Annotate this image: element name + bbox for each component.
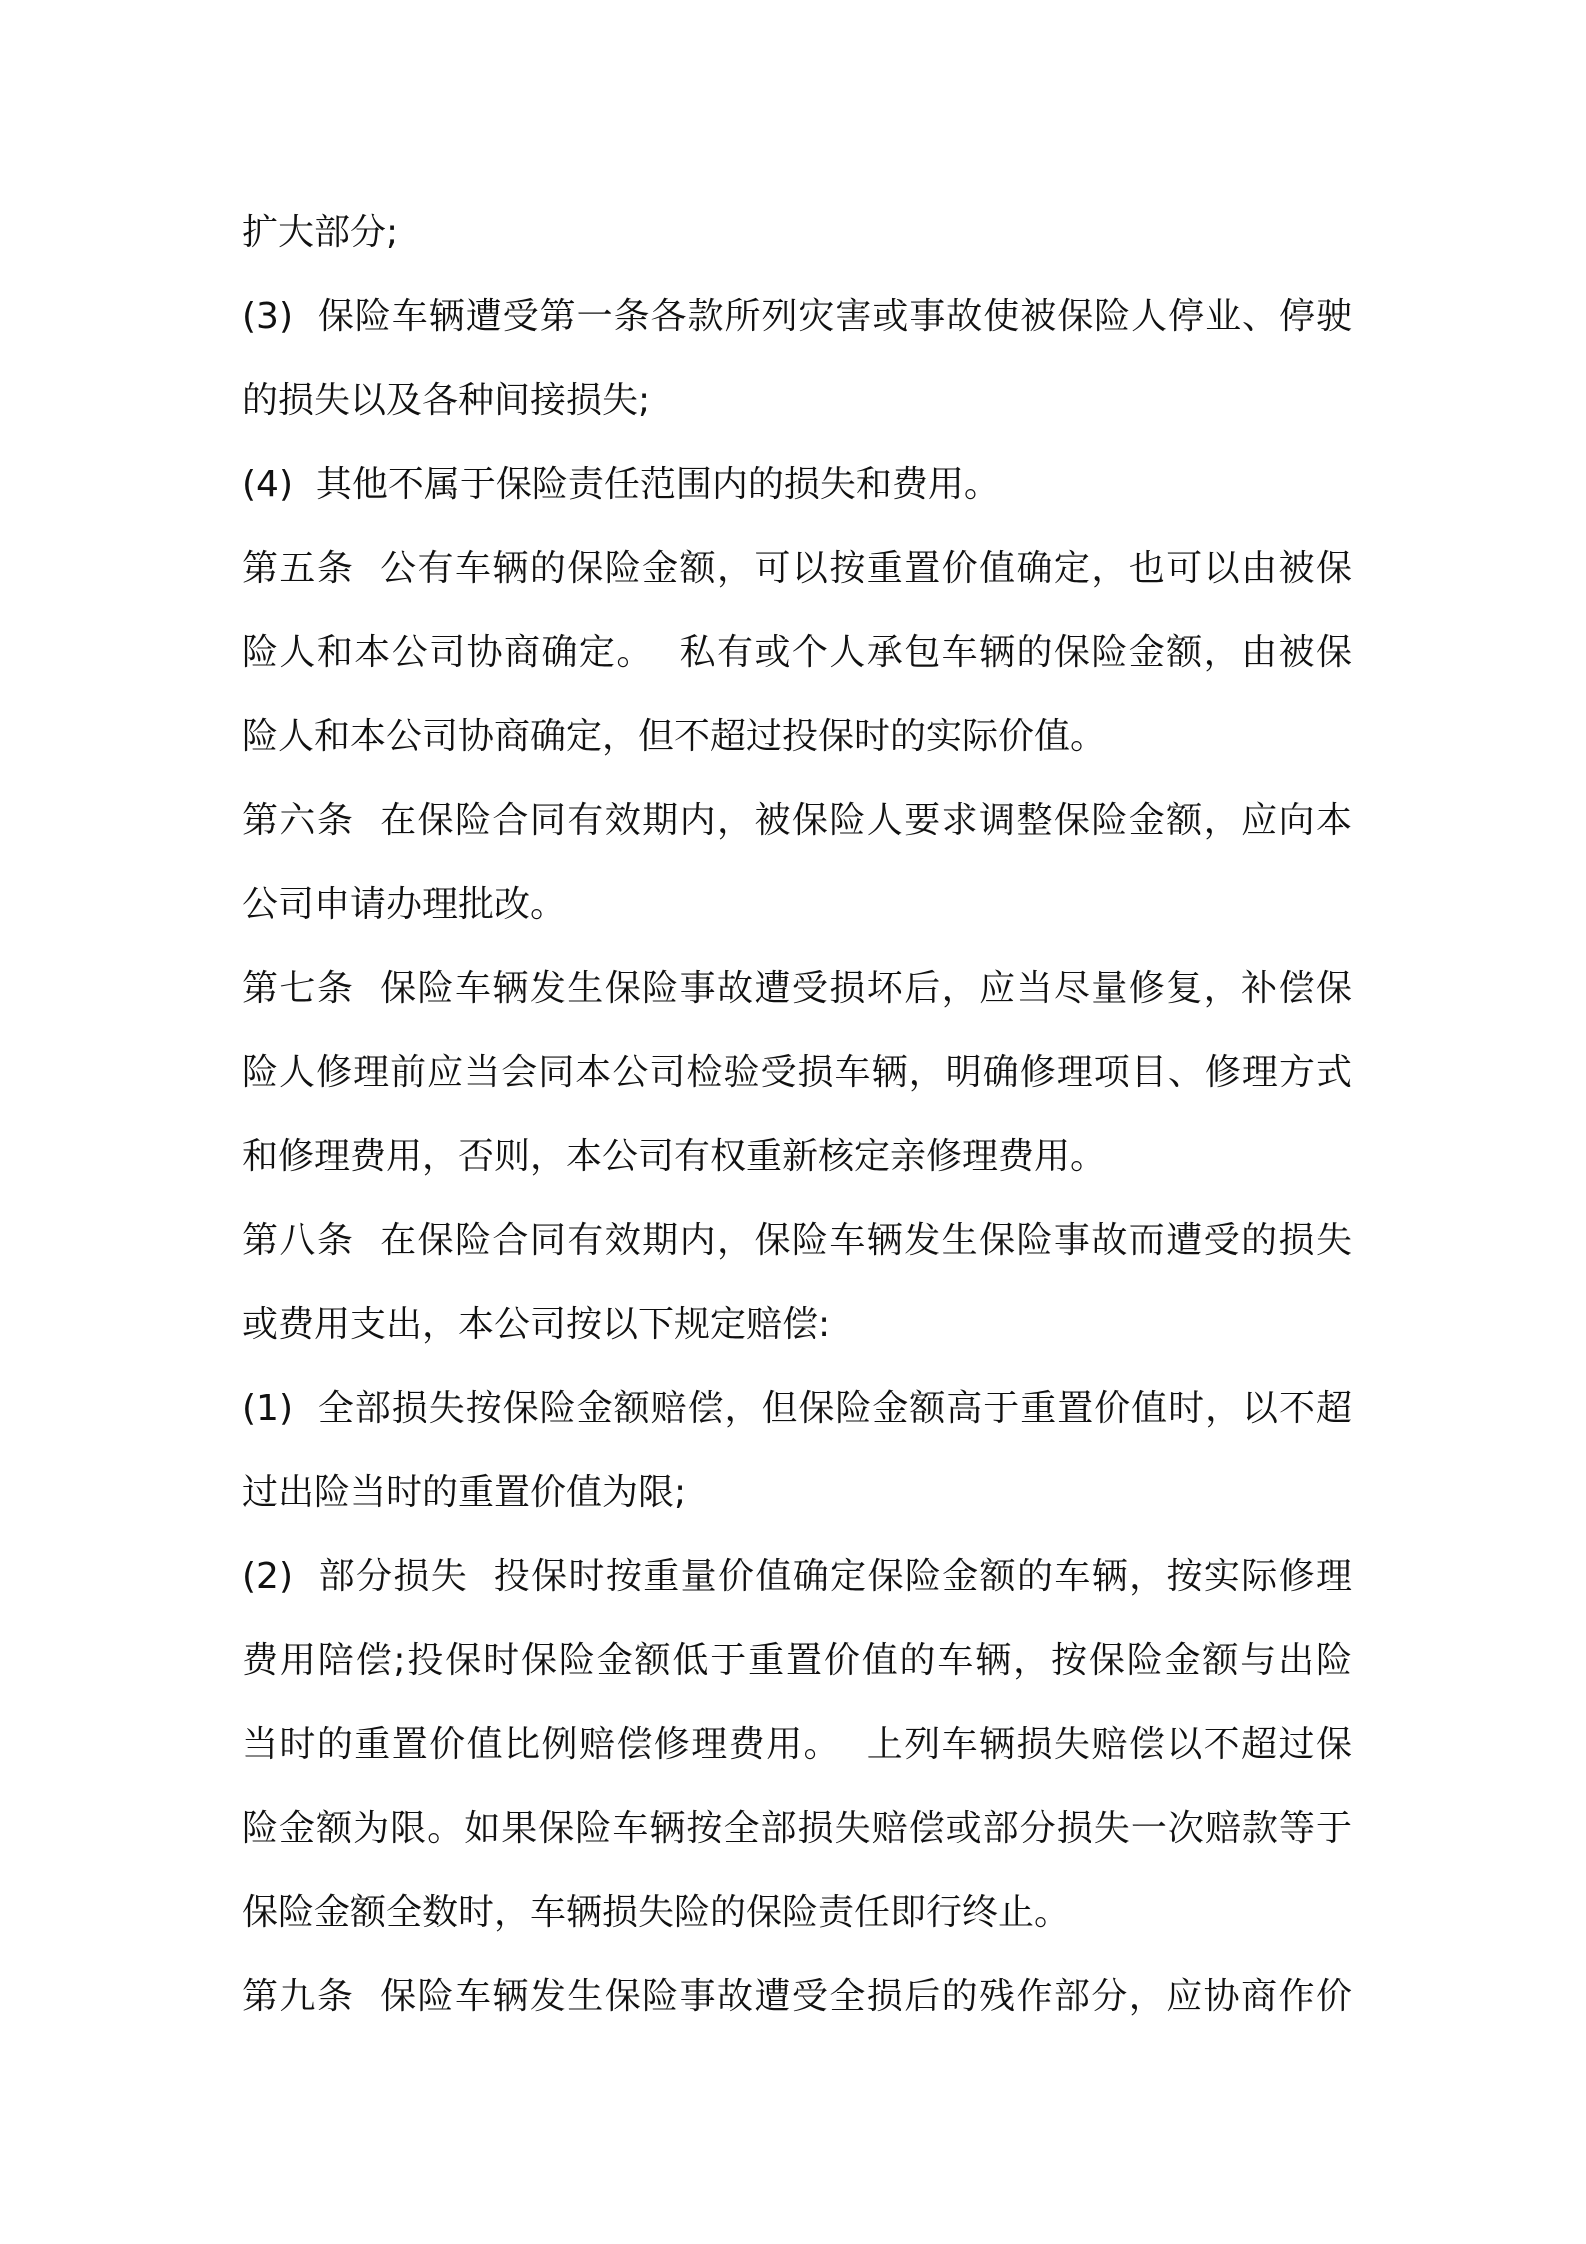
text-line: 险人修理前应当会同本公司检验受损车辆，明确修理项目、修理方式: [242, 1052, 1352, 1093]
text-line: (1) 全部损失按保险金额赔偿，但保险金额高于重置价值时，以不超: [242, 1388, 1352, 1429]
text-line: 或费用支出，本公司按以下规定赔偿:: [242, 1304, 831, 1345]
text-line: 第六条 在保险合同有效期内，被保险人要求调整保险金额，应向本: [242, 800, 1352, 841]
text-line: 险人和本公司协商确定。 私有或个人承包车辆的保险金额，由被保: [242, 632, 1352, 673]
text-line: 第八条 在保险合同有效期内，保险车辆发生保险事故而遭受的损失: [242, 1220, 1352, 1261]
text-line: 保险金额全数时，车辆损失险的保险责任即行终止。: [242, 1892, 1071, 1933]
text-line: 扩大部分;: [242, 212, 399, 253]
text-line: 的损失以及各种间接损失;: [242, 380, 651, 421]
text-line: 第五条 公有车辆的保险金额，可以按重置价值确定，也可以由被保: [242, 548, 1352, 589]
text-line: 险人和本公司协商确定，但不超过投保时的实际价值。: [242, 716, 1107, 757]
document-body: [242, 191, 1352, 2039]
text-line: 和修理费用，否则，本公司有权重新核定亲修理费用。: [242, 1136, 1107, 1177]
text-line: 第九条 保险车辆发生保险事故遭受全损后的残作部分，应协商作价: [242, 1976, 1352, 2017]
text-line: (2) 部分损失 投保时按重量价值确定保险金额的车辆，按实际修理: [242, 1556, 1352, 1597]
text-line: (4) 其他不属于保险责任范围内的损失和费用。: [242, 464, 1000, 505]
text-line: 第七条 保险车辆发生保险事故遭受损坏后，应当尽量修复，补偿保: [242, 968, 1352, 1009]
text-line: 费用陪偿;投保时保险金额低于重置价值的车辆，按保险金额与出险: [242, 1640, 1352, 1681]
text-line: 险金额为限。如果保险车辆按全部损失赔偿或部分损失一次赔款等于: [242, 1808, 1352, 1849]
text-line: (3) 保险车辆遭受第一条各款所列灾害或事故使被保险人停业、停驶: [242, 296, 1352, 337]
text-line: 当时的重置价值比例赔偿修理费用。 上列车辆损失赔偿以不超过保: [242, 1724, 1352, 1765]
text-line: 公司申请办理批改。: [242, 884, 567, 925]
text-line: 过出险当时的重置价值为限;: [242, 1472, 687, 1513]
